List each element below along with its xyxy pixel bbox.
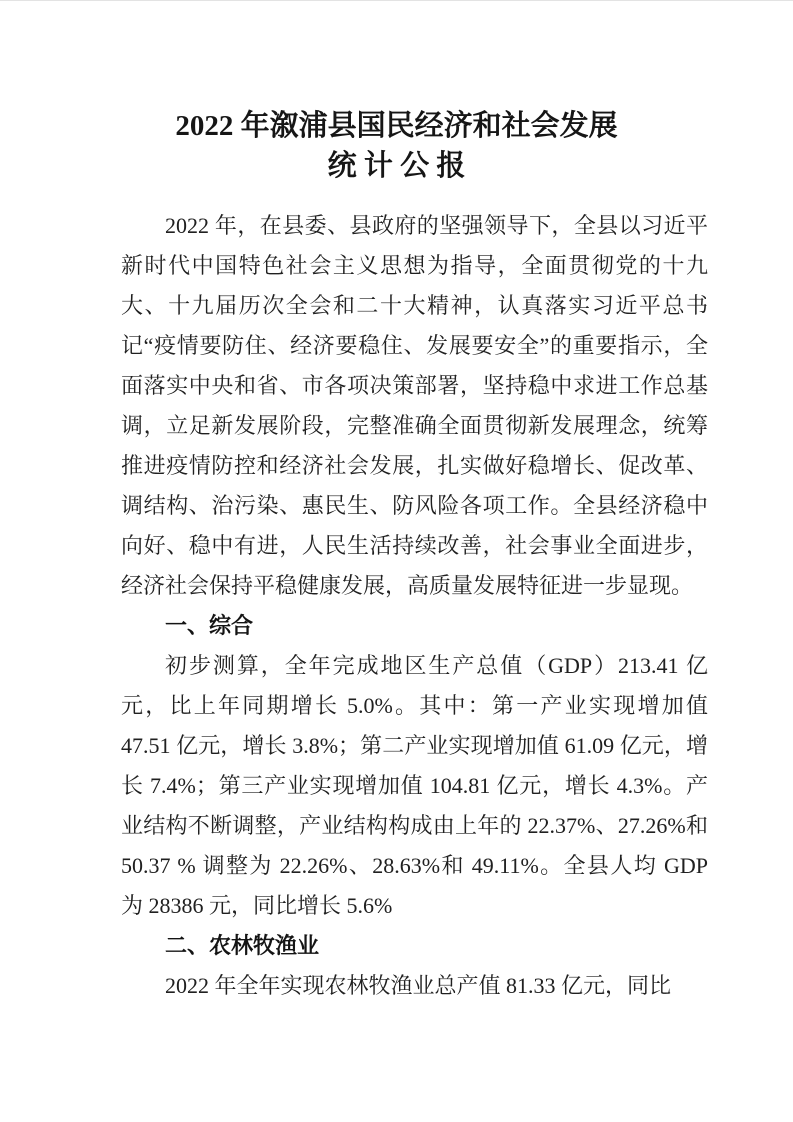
document-body <box>121 206 708 1006</box>
document-title <box>0 106 793 186</box>
section-heading-agriculture: 二、农林牧渔业 <box>165 933 320 958</box>
section-overview-paragraph: 初步测算，全年完成地区生产总值（GDP）213.41 亿元，比上年同期增长 5.0%。其中：第一产业实现增加值 47.51 亿元，增长 3.8%；第二产业实现增加值 61.09 亿元，增长 7.4%；第三产业实现增加值 104.81 亿元，增长 4.3%。产业结构不断调整，产业结构构成由上年的 22.37%、27.26%和 50.37 % 调整为 22.26%、28.63%和 49.11%。全县人均 GDP 为 28386 元，同比增长 5.6% <box>121 653 708 918</box>
title-line-1: 2022 年溆浦县国民经济和社会发展 <box>175 110 618 142</box>
intro-paragraph: 2022 年，在县委、县政府的坚强领导下，全县以习近平新时代中国特色社会主义思想为指导，全面贯彻党的十九大、十九届历次全会和二十大精神，认真落实习近平总书记“疫情要防住、经济要稳住、发展要安全”的重要指示，全面落实中央和省、市各项决策部署，坚持稳中求进工作总基调，立足新发展阶段，完整准确全面贯彻新发展理念，统筹推进疫情防控和经济社会发展，扎实做好稳增长、促改革、调结构、治污染、惠民生、防风险各项工作。全县经济稳中向好、稳中有进，人民生活持续改善，社会事业全面进步，经济社会保持平稳健康发展，高质量发展特征进一步显现。 <box>121 213 708 598</box>
section-heading-overview: 一、综合 <box>165 613 254 638</box>
section-agriculture-paragraph: 2022 年全年实现农林牧渔业总产值 81.33 亿元，同比 <box>165 973 672 998</box>
title-line-2: 统 计 公 报 <box>327 150 466 182</box>
